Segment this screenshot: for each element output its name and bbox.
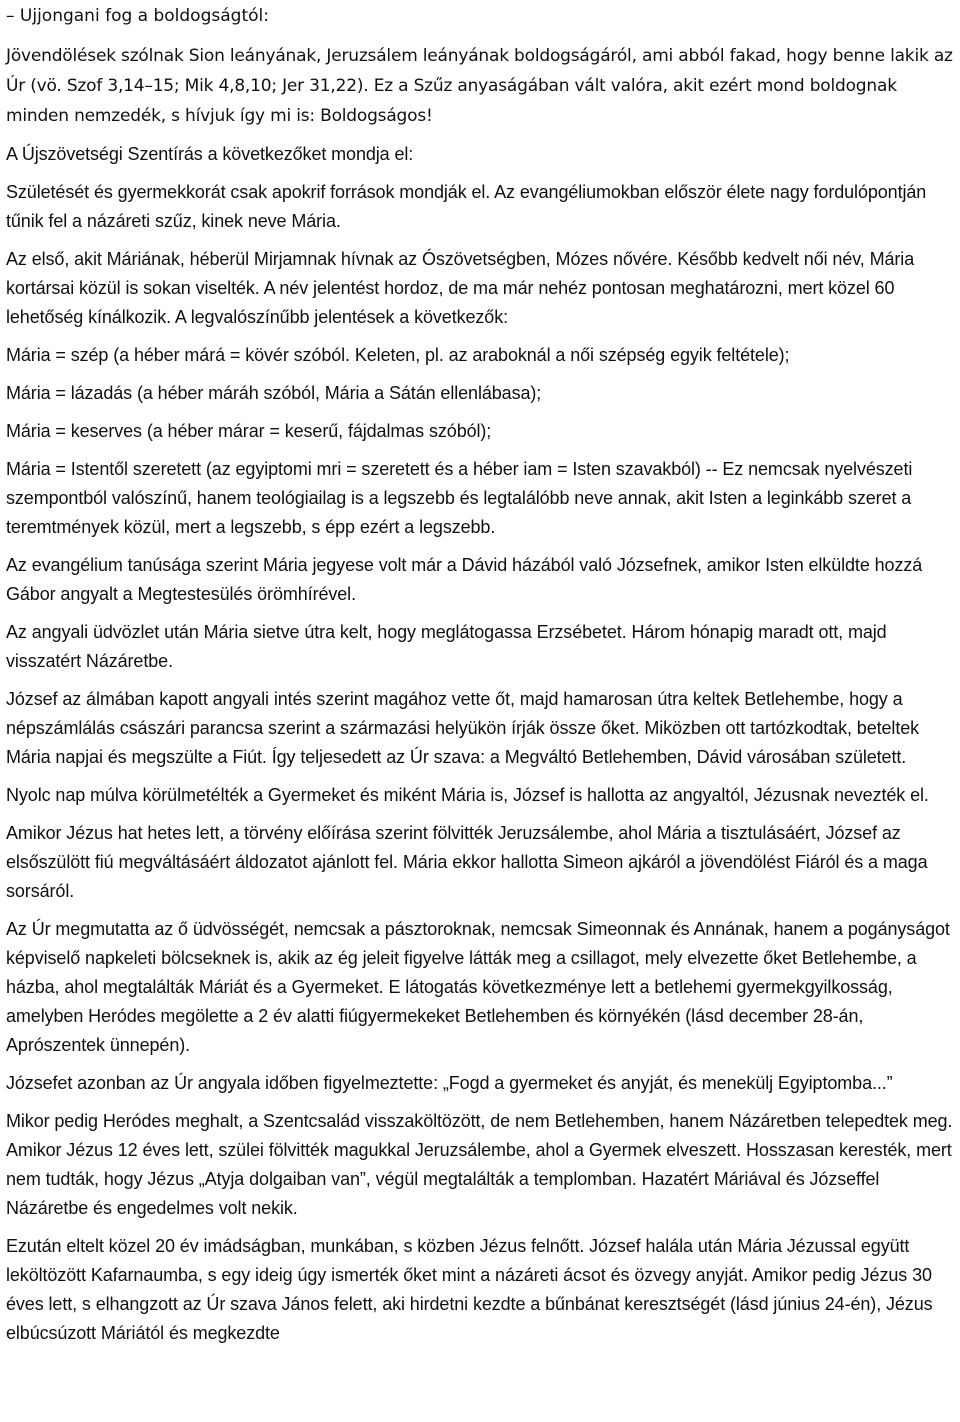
paragraph [6,245,956,332]
paragraph [6,178,956,236]
sentence: Hazatért Máriával és Józseffel Názáretbe és engedelmes volt nekik. [6,1169,880,1218]
sentence: A név jelentést hordoz, de ma már nehéz pontosan meghatározni, mert közel 60 lehetőség kínálkozik. [6,278,895,327]
paragraph [6,379,956,408]
section-heading: – Ujjongani fog a boldogságtól: [6,6,269,26]
sentence: Amikor pedig Jézus 30 éves lett, s elhangzott az Úr szava János felett, aki hirdetni kezdte a bűnbánat keresztségét (lásd június 24-én), Jézus elbúcsúzott Máriától és megkezdte [6,1265,933,1343]
paragraph [6,551,956,609]
paragraph [6,417,956,446]
paragraph [6,618,956,676]
paragraph [6,1107,956,1223]
sentence: Józsefet azonban az Úr angyala időben figyelmeztette: „Fogd a gyermeket és anyját, és menekülj Egyiptomba...” [6,1073,893,1093]
sentence: József halála után Mária Jézussal együtt leköltözött Kafarnaumba, s egy ideig úgy ismerték őket mint a názáreti ácsot és özvegy anyját. [6,1236,910,1285]
sentence: Mária = szép (a héber márá = kövér szóból. Keleten, pl. az araboknál a női szépség egyik feltétele); [6,345,790,365]
sentence: Mária = lázadás (a héber máráh szóból, Mária a Sátán ellenlábasa); [6,383,542,403]
sentence: Az Úr megmutatta az ő üdvösségét, nemcsak a pásztoroknak, nemcsak Simeonnak és Annának, hanem a pogányságot képviselő napkeleti bölcseknek is, akik az ég jeleit figyelve látták meg a csillagot, mely elvezette őket Betlehembe, a házba, ahol megtalálták Máriát és a Gyermeket. [6,919,950,997]
paragraph [6,455,956,542]
sentence: Nyolc nap múlva körülmetélték a Gyermeket és miként Mária is, József is hallotta az angyaltól, Jézusnak nevezték el. [6,785,929,805]
sentence: Mikor pedig Heródes meghalt, a Szentcsalád visszaköltözött, de nem Betlehemben, hanem Názáretben telepedtek meg. [6,1111,953,1131]
sentence: Az angyali üdvözlet után Mária sietve útra kelt, hogy meglátogassa Erzsébetet. [6,622,632,642]
sentence: Az evangélium tanúsága szerint Mária jegyese volt már a Dávid házából való Józsefnek, amikor Isten elküldte hozzá Gábor angyalt a Megtestesülés örömhírével. [6,555,923,604]
sentence: Három hónapig maradt ott, majd visszatért Názáretbe. [6,622,887,671]
paragraph [6,781,956,810]
paragraph [6,819,956,906]
paragraph [6,140,956,169]
sentence: Az első, akit Máriának, héberül Mirjamnak hívnak az Ószövetségben, Mózes nővére. [6,249,678,269]
sentence: Ezután eltelt közel 20 év imádságban, munkában, s közben Jézus felnőtt. [6,1236,590,1256]
sentence: Mária = keserves (a héber márar = keserű, fájdalmas szóból); [6,421,492,441]
sentence: Ez a Szűz anyaságában vált valóra, akit ezért mond boldognak minden nemzedék, s hívjuk így mi is: Boldogságos! [6,76,897,126]
sentence: Miközben ott tartózkodtak, beteltek Mária napjai és megszülte a Fiút. [6,718,920,767]
sentence: Később kedvelt női név, Mária kortársai közül is sokan viselték. [6,249,915,298]
sentence: Születését és gyermekkorát csak apokrif források mondják el. [6,182,495,202]
sentence: Mária = Istentől szeretett (az egyiptomi mri = szeretett és a héber iam = Isten szavakból) -- Ez nemcsak nyelvészeti szempontból valószínű, hanem teológiailag is a legszebb és legtalálóbb neve annak, akit Isten a leginkább szeret a teremtmények közül, mert a legszebb, s épp ezért a legszebb. [6,459,913,537]
sentence: Amikor Jézus hat hetes lett, a törvény előírása szerint fölvitték Jeruzsálembe, ahol Mária a tisztulásáért, József az elsőszülött fiú megváltásáért áldozatot ajánlott fel. [6,823,901,872]
document-page [6,2,956,1357]
sentence: A legvalószínűbb jelentések a következők: [174,307,509,327]
paragraph [6,41,956,131]
paragraph [6,1069,956,1098]
sentence: Amikor Jézus 12 éves lett, szülei fölvitték magukkal Jeruzsálembe, ahol a Gyermek elveszett. [6,1140,747,1160]
paragraph [6,915,956,1060]
paragraph-list [6,41,956,1348]
sentence: Jövendölések szólnak Sion leányának, Jeruzsálem leányának boldogságáról, ami abból fakad, hogy benne lakik az Úr (vö. Szof 3,14–15; Mik 4,8,10; Jer 31,22). [6,46,953,96]
sentence: Mária ekkor hallotta Simeon ajkáról a jövendölést Fiáról és a maga sorsáról. [6,852,928,901]
paragraph [6,341,956,370]
sentence: József az álmában kapott angyali intés szerint magához vette őt, majd hamarosan útra keltek Betlehembe, hogy a népszámlálás császári parancsa szerint a származási helyükön írják össze őket. [6,689,903,738]
sentence: E látogatás következménye lett a betlehemi gyermekgyilkosság, amelyben Heródes megölette a 2 év alatti fiúgyermekeket Betlehemben és környékén (lásd december 28-án, Aprószentek ünnepén). [6,977,893,1055]
sentence: Így teljesedett az Úr szava: a Megváltó Betlehemben, Dávid városában született. [271,747,907,767]
sentence: A Újszövetségi Szentírás a következőket mondja el: [6,144,414,164]
paragraph [6,1232,956,1348]
paragraph [6,685,956,772]
sentence: Hosszasan keresték, mert nem tudták, hogy Jézus „Atyja dolgaiban van”, végül megtalálták a templomban. [6,1140,952,1189]
sentence: Az evangéliumokban először élete nagy fordulópontján tűnik fel a názáreti szűz, kinek neve Mária. [6,182,927,231]
